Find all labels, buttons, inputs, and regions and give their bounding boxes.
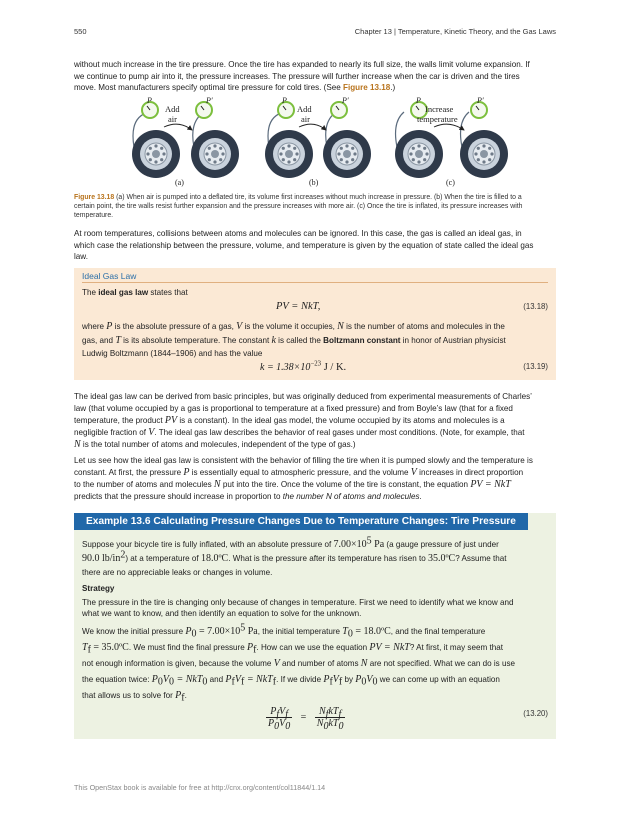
eq-number-13-20: (13.20) xyxy=(523,709,548,718)
arrow-label-a-2: air xyxy=(168,114,177,124)
gauge-label-c-left: P xyxy=(416,96,421,105)
footer-text: This OpenStax book is available for free at http://cnx.org/content/col11844/1.14 xyxy=(74,783,326,792)
arrow-label-b-1: Add xyxy=(297,104,312,114)
eq-number-13-18: (13.18) xyxy=(523,302,548,311)
derivation-paragraph: The ideal gas law can be derived from basic principles, but was originally deduced from experimental measurements of Charles’ law (that volume occupied by a gas is proportional to temperature at a fixed pressure) and from Boyle’s law (that for a fixed temperature, the product PV is a constant). In the ideal gas model, the volume occupied by its atoms and molecules is a negligible fraction of V. The ideal gas law describes the behavior of real gases under most conditions. (Note, for example, that N is the total number of atoms and molecules, independent of the type of gas.) xyxy=(74,392,532,450)
figure-13-18 xyxy=(74,92,564,192)
fraction-equals: = xyxy=(300,712,307,723)
intro-paragraph: without much increase in the tire pressure. Once the tire has expanded to nearly its full size, the walls limit volume expansion. If we continue to pump air into it, the pressure increases. The pressure will further increase when the car is driven and the tires move. Most manufacturers specify optimal tire pressure for cold tires. (See Figure 13.18.) xyxy=(74,60,530,92)
arrow-label-c-1: Increase xyxy=(425,104,454,114)
box-intro: The ideal gas law states that xyxy=(82,288,188,297)
strategy-knowns: We know the initial pressure $P_0 = 7.00\times 10^5$ Pa, the initial temperature $T_0$ = 18.0ºC, and the final temperature $T_f$ = 35.0ºC. We must find the final pressure $P_f$. How can we use the equation PV = NkT? At first, it may seem that not enough information is given, because the volume V and number of atoms N are not specified. What we can do is use the equation twice: $P_0V_0 = NkT_0$ and $P_fV_f = NkT_f$. If we divide $P_fV_f$ by $P_0V_0$ we can come up with an equation that allows us to solve for $P_f$. xyxy=(82,622,516,704)
arrow-label-b-2: air xyxy=(301,114,310,124)
gauge-label-a-right: P′ xyxy=(206,96,213,105)
arrow-label-a-1: Add xyxy=(165,104,180,114)
equation-13-20 xyxy=(266,706,345,732)
equation-13-19: $k = 1.38\times 10^{-23}$ J / K. xyxy=(260,360,347,373)
panel-label-a: (a) xyxy=(175,178,184,187)
ideal-gas-intro: At room temperatures, collisions between atoms and molecules can be ignored. In this case, the gas is called an ideal gas, in which case the relationship between the pressure, volume, and temperature is given by the equation of state called the ideal gas law. xyxy=(74,229,534,261)
fraction-rhs: $N_fkT_f$ $N_0kT_0$ xyxy=(316,706,344,732)
panel-a xyxy=(132,102,239,178)
fraction-lhs: $P_fV_f$ $P_0V_0$ xyxy=(268,706,291,732)
panel-label-c: (c) xyxy=(446,178,455,187)
box-divider xyxy=(82,282,548,283)
figure-caption: Figure 13.18 (a) When air is pumped into a deflated tire, its volume first increases without much increase in pressure. (b) When the tire is filled to a certain point, the tire walls resist further expansion and the pressure increases with more air. (c) Once the tire is inflated, its pressure increases with temperature. xyxy=(74,194,523,219)
gauge-label-a-left: P xyxy=(147,96,152,105)
equation-13-18: PV = NkT, xyxy=(276,301,321,312)
eq-number-13-19: (13.19) xyxy=(523,362,548,371)
gauge-label-c-right: P′ xyxy=(477,96,484,105)
strategy-heading: Strategy xyxy=(82,584,115,593)
chapter-title: Chapter 13 | Temperature, Kinetic Theory, and the Gas Laws xyxy=(354,27,556,36)
example-problem: Suppose your bicycle tire is fully inflated, with an absolute pressure of $7.00\times 10^5$ Pa (a gauge pressure of just under 90.0 $lb/in^2$) at a temperature of 18.0ºC. What is the pressure after its temperature has risen to 35.0ºC? Assume that there are no appreciable leaks or changes in volume. xyxy=(82,535,507,577)
panel-label-b: (b) xyxy=(309,178,319,187)
page-number: 550 xyxy=(74,27,87,36)
box-title: Ideal Gas Law xyxy=(82,271,137,281)
figure-link[interactable]: Figure 13.18 xyxy=(343,83,391,92)
strategy-text: The pressure in the tire is changing only because of changes in temperature. First we need to identify what we know and what we want to know, and then identify an equation to solve for the unknown. xyxy=(82,598,514,618)
gauge-label-b-right: P′ xyxy=(342,96,349,105)
box-where-text: where P is the absolute pressure of a gas, V is the volume it occupies, N is the number of atoms and molecules in the gas, and T is its absolute temperature. The constant k is called the Boltzmann constant in honor of Austrian physicist Ludwig Boltzmann (1844–1906) and has the value xyxy=(82,321,506,358)
panel-b xyxy=(265,102,371,178)
gauge-label-b-left: P xyxy=(282,96,287,105)
ideal-gas-law-box xyxy=(74,268,556,380)
arrow-label-c-2: temperature xyxy=(417,114,458,124)
example-title: Example 13.6 Calculating Pressure Changes Due to Temperature Changes: Tire Pressure xyxy=(74,513,528,530)
tire-paragraph: Let us see how the ideal gas law is consistent with the behavior of filling the tire when it is pumped slowly and the temperature is constant. At first, the pressure P is essentially equal to atmospheric pressure, and the volume V increases in direct proportion to the number of atoms and molecules N put into the tire. Once the volume of the tire is constant, the equation PV = NkT predicts that the pressure should increase in proportion to the number N of atoms and molecules. xyxy=(74,456,533,501)
